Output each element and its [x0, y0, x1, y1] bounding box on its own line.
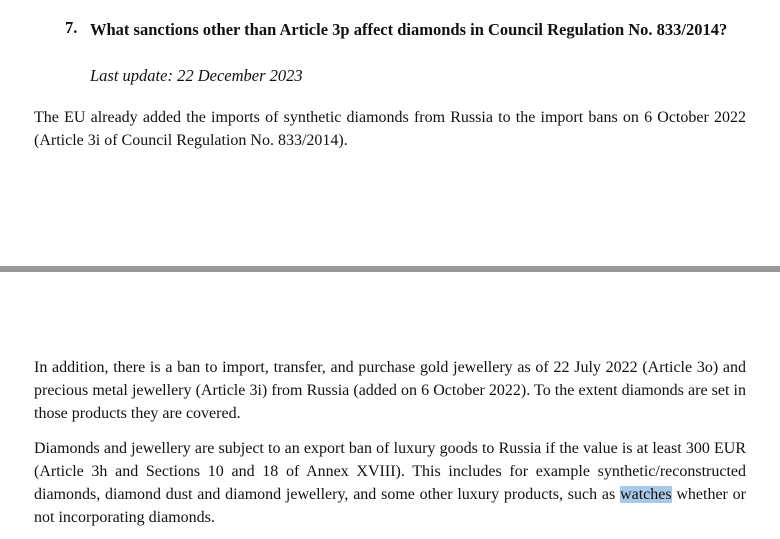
paragraph-synthetic-diamonds: The EU already added the imports of synthetic diamonds from Russia to the import bans on 6 October 2022 (Article 3i of Council Regulation No. 833/2014).: [34, 109, 746, 149]
paragraph-export-ban-text: Diamonds and jewellery are subject to an export ban of luxury goods to Russia if the value is at least 300 EUR (Article 3h and Sections 10 and 18 of Annex XVIII). This includes for example synthetic/reconstructed diamonds, diamond dust and diamond jewellery, and some other luxury products, such as: [34, 440, 746, 503]
document-page-top: [0, 0, 780, 266]
selected-text-highlight[interactable]: watches: [620, 486, 672, 503]
paragraph-export-ban: [34, 437, 746, 529]
question-number: 7.: [65, 18, 78, 37]
paragraph-jewellery-ban: In addition, there is a ban to import, transfer, and purchase gold jewellery as of 22 July 2022 (Article 3o) and precious metal jewellery (Article 3i) from Russia (added on 6 October 2022). To the extent diamonds are set in those products they are covered.: [34, 359, 746, 422]
last-update: Last update: 22 December 2023: [90, 66, 303, 85]
question-title: What sanctions other than Article 3p affect diamonds in Council Regulation No. 833/2014?: [90, 20, 728, 39]
paragraph-export-ban-text-end: whether or not incorporating diamonds.: [34, 486, 747, 526]
